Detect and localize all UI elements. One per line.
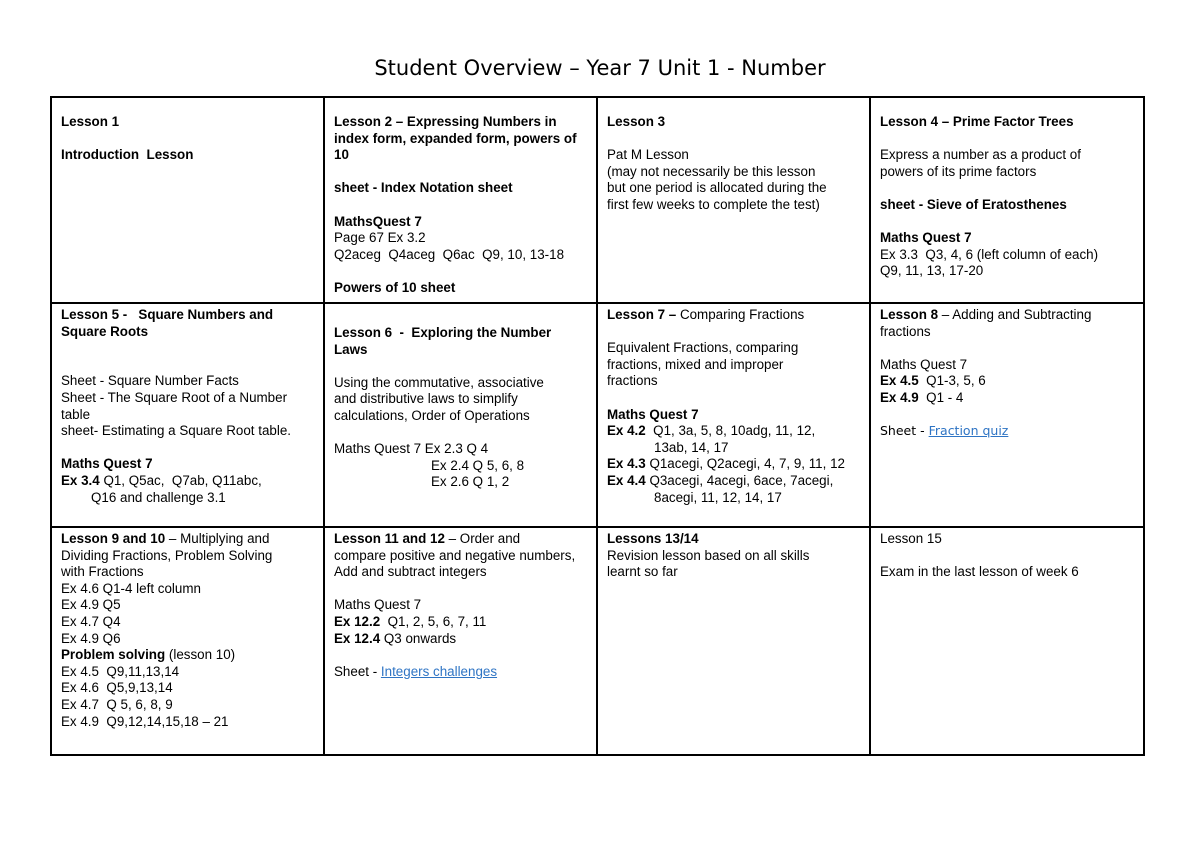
textbook-page: Page 67 Ex 3.2	[334, 230, 426, 246]
lesson-11-12-cell	[324, 527, 597, 755]
lesson-heading	[607, 307, 860, 324]
lesson-heading-text: – Order and	[444, 531, 521, 546]
lesson-note: (may not necessarily be this lesson	[607, 163, 816, 179]
lesson-description: Equivalent Fractions, comparing	[607, 340, 799, 356]
exercise-line	[334, 614, 587, 631]
table-row	[51, 527, 1144, 755]
exercise-line	[61, 473, 314, 490]
lesson-heading: Lesson 6 - Exploring the Number	[334, 325, 552, 340]
sheet-line: Sheet - The Square Root of a Number	[61, 389, 288, 405]
lesson-4-cell	[870, 97, 1144, 303]
lesson-heading-text: Comparing Fractions	[676, 307, 805, 322]
textbook-label: Maths Quest 7	[61, 456, 153, 472]
lesson-heading-bold: Lesson 9 and 10	[61, 531, 166, 546]
lesson-heading: Lesson 5 - Square Numbers and	[61, 307, 274, 322]
exercise-line	[607, 423, 860, 440]
exercise-line: Q9, 11, 13, 17-20	[880, 263, 984, 279]
exercise-line: Ex 4.9 Q9,12,14,15,18 – 21	[61, 713, 229, 729]
exercise-line: Ex 4.5 Q9,11,13,14	[61, 663, 180, 679]
exercise-label: Ex 4.2	[607, 423, 646, 439]
lesson-1-cell	[51, 97, 324, 303]
exercise-label: Ex 4.9	[880, 389, 919, 405]
lesson-heading-text: – Adding and Subtracting	[938, 307, 1092, 322]
lesson-6-cell	[324, 303, 597, 527]
lesson-note: but one period is allocated during the	[607, 180, 827, 196]
exercise-label: Ex 3.4	[61, 472, 100, 488]
exercise-line: Ex 4.7 Q 5, 6, 8, 9	[61, 696, 173, 712]
exercise-line: Q16 and challenge 3.1	[91, 489, 226, 505]
lesson-heading: Add and subtract integers	[334, 564, 487, 580]
lesson-7-cell	[597, 303, 870, 527]
lesson-heading: Lessons 13/14	[607, 531, 699, 546]
exercise-line: Ex 4.9 Q6	[61, 630, 121, 646]
problem-solving-text: (lesson 10)	[165, 647, 236, 663]
textbook-label: Maths Quest 7	[880, 356, 968, 372]
textbook-label: Maths Quest 7	[880, 230, 972, 246]
exercise-line: Ex 4.6 Q1-4 left column	[61, 580, 201, 596]
lesson-heading: with Fractions	[61, 564, 144, 580]
lesson-overview-table	[50, 96, 1145, 756]
lesson-description: fractions	[607, 373, 658, 389]
sheet-prefix: Sheet -	[334, 663, 381, 679]
lesson-heading: Lesson 1	[61, 114, 120, 129]
lesson-description: Express a number as a product of	[880, 147, 1081, 163]
problem-solving-heading	[61, 647, 314, 664]
exercise-line: Ex 2.4 Q 5, 6, 8	[431, 457, 525, 473]
lesson-subheading: Introduction Lesson	[61, 147, 194, 163]
lesson-heading: Lesson 3	[607, 114, 666, 129]
lesson-description: fractions, mixed and improper	[607, 356, 784, 372]
exercise-line	[880, 390, 1134, 407]
textbook-label: Maths Quest 7	[607, 406, 699, 422]
lesson-heading-text: – Multiplying and	[165, 531, 270, 546]
textbook-label: MathsQuest 7	[334, 213, 422, 229]
exercise-line: Ex 3.3 Q3, 4, 6 (left column of each)	[880, 246, 1099, 262]
fraction-quiz-link[interactable]: Fraction quiz	[928, 423, 1009, 439]
sheet-line	[334, 664, 587, 681]
exercise-questions: Q1, 2, 5, 6, 7, 11	[380, 613, 487, 629]
lesson-subheading: Pat M Lesson	[607, 147, 689, 163]
lesson-description: calculations, Order of Operations	[334, 407, 530, 423]
lesson-heading: compare positive and negative numbers,	[334, 547, 576, 563]
textbook-label: Maths Quest 7	[334, 597, 422, 613]
exercise-questions: Q1acegi, Q2acegi, 4, 7, 9, 11, 12	[645, 456, 845, 472]
exercise-questions: Q1-3, 5, 6	[918, 373, 986, 389]
exercise-line: Ex 4.6 Q5,9,13,14	[61, 680, 173, 696]
question-list: Q2aceg Q4aceg Q6ac Q9, 10, 13-18	[334, 246, 565, 262]
exercise-line	[607, 473, 860, 490]
lesson-heading	[880, 307, 1134, 324]
lesson-description: and distributive laws to simplify	[334, 391, 518, 407]
lesson-13-14-cell	[597, 527, 870, 755]
lesson-heading: Dividing Fractions, Problem Solving	[61, 547, 273, 563]
exercise-questions: Q1, Q5ac, Q7ab, Q11abc,	[99, 472, 262, 488]
lesson-3-cell	[597, 97, 870, 303]
exercise-label: Ex 4.3	[607, 456, 646, 472]
lesson-heading: Square Roots	[61, 323, 149, 339]
exercise-questions: Q1, 3a, 5, 8, 10adg, 11, 12,	[645, 423, 816, 439]
exercise-questions: Q1 - 4	[918, 389, 964, 405]
lesson-heading: Lesson 2 – Expressing Numbers in index form, expanded form, powers of 10	[334, 114, 581, 163]
lesson-9-10-cell	[51, 527, 324, 755]
lesson-heading: Laws	[334, 341, 368, 357]
lesson-description: powers of its prime factors	[880, 163, 1037, 179]
lesson-note: first few weeks to complete the test)	[607, 196, 820, 212]
lesson-heading: fractions	[880, 323, 931, 339]
lesson-heading-bold: Lesson 7 –	[607, 307, 677, 322]
sheet-line	[880, 423, 1134, 440]
lesson-15-cell	[870, 527, 1144, 755]
lesson-description: learnt so far	[607, 564, 678, 580]
lesson-description: Exam in the last lesson of week 6	[880, 564, 1079, 580]
exercise-line: Ex 2.6 Q 1, 2	[431, 474, 510, 490]
sheet-prefix: Sheet -	[880, 423, 929, 439]
lesson-heading	[61, 531, 314, 548]
table-row	[51, 97, 1144, 303]
exercise-line: 8acegi, 11, 12, 14, 17	[654, 489, 782, 505]
exercise-line: Maths Quest 7 Ex 2.3 Q 4	[334, 441, 489, 457]
page-title: Student Overview – Year 7 Unit 1 - Number	[374, 56, 826, 80]
lesson-8-cell	[870, 303, 1144, 527]
problem-solving-bold: Problem solving	[61, 647, 166, 663]
lesson-description: Using the commutative, associative	[334, 374, 544, 390]
sheet-label: sheet - Index Notation sheet	[334, 180, 513, 196]
exercise-line: 13ab, 14, 17	[654, 439, 729, 455]
exercise-label: Ex 12.2	[334, 613, 381, 629]
exercise-line: Ex 4.9 Q5	[61, 597, 121, 613]
exercise-label: Ex 12.4	[334, 630, 381, 646]
lesson-heading: Lesson 4 – Prime Factor Trees	[880, 114, 1074, 129]
sheet-label: Powers of 10 sheet	[334, 279, 456, 295]
sheet-line: sheet- Estimating a Square Root table.	[61, 423, 292, 439]
exercise-line	[880, 373, 1134, 390]
sheet-line: Sheet - Square Number Facts	[61, 373, 239, 389]
table-row	[51, 303, 1144, 527]
exercise-line: Ex 4.7 Q4	[61, 613, 121, 629]
sheet-label: sheet - Sieve of Eratosthenes	[880, 196, 1067, 212]
exercise-line	[334, 631, 587, 648]
lesson-heading: Lesson 15	[880, 531, 942, 546]
lesson-5-cell	[51, 303, 324, 527]
sheet-line: table	[61, 406, 91, 422]
exercise-questions: Q3acegi, 4acegi, 6ace, 7acegi,	[645, 472, 834, 488]
lesson-heading-bold: Lesson 11 and 12	[334, 531, 445, 546]
integers-challenges-link[interactable]: Integers challenges	[380, 663, 498, 679]
exercise-questions: Q3 onwards	[380, 630, 457, 646]
lesson-heading	[334, 531, 587, 548]
exercise-label: Ex 4.5	[880, 373, 919, 389]
exercise-label: Ex 4.4	[607, 472, 646, 488]
lesson-description: Revision lesson based on all skills	[607, 547, 810, 563]
lesson-2-cell	[324, 97, 597, 303]
exercise-line	[607, 456, 860, 473]
lesson-heading-bold: Lesson 8	[880, 307, 939, 322]
